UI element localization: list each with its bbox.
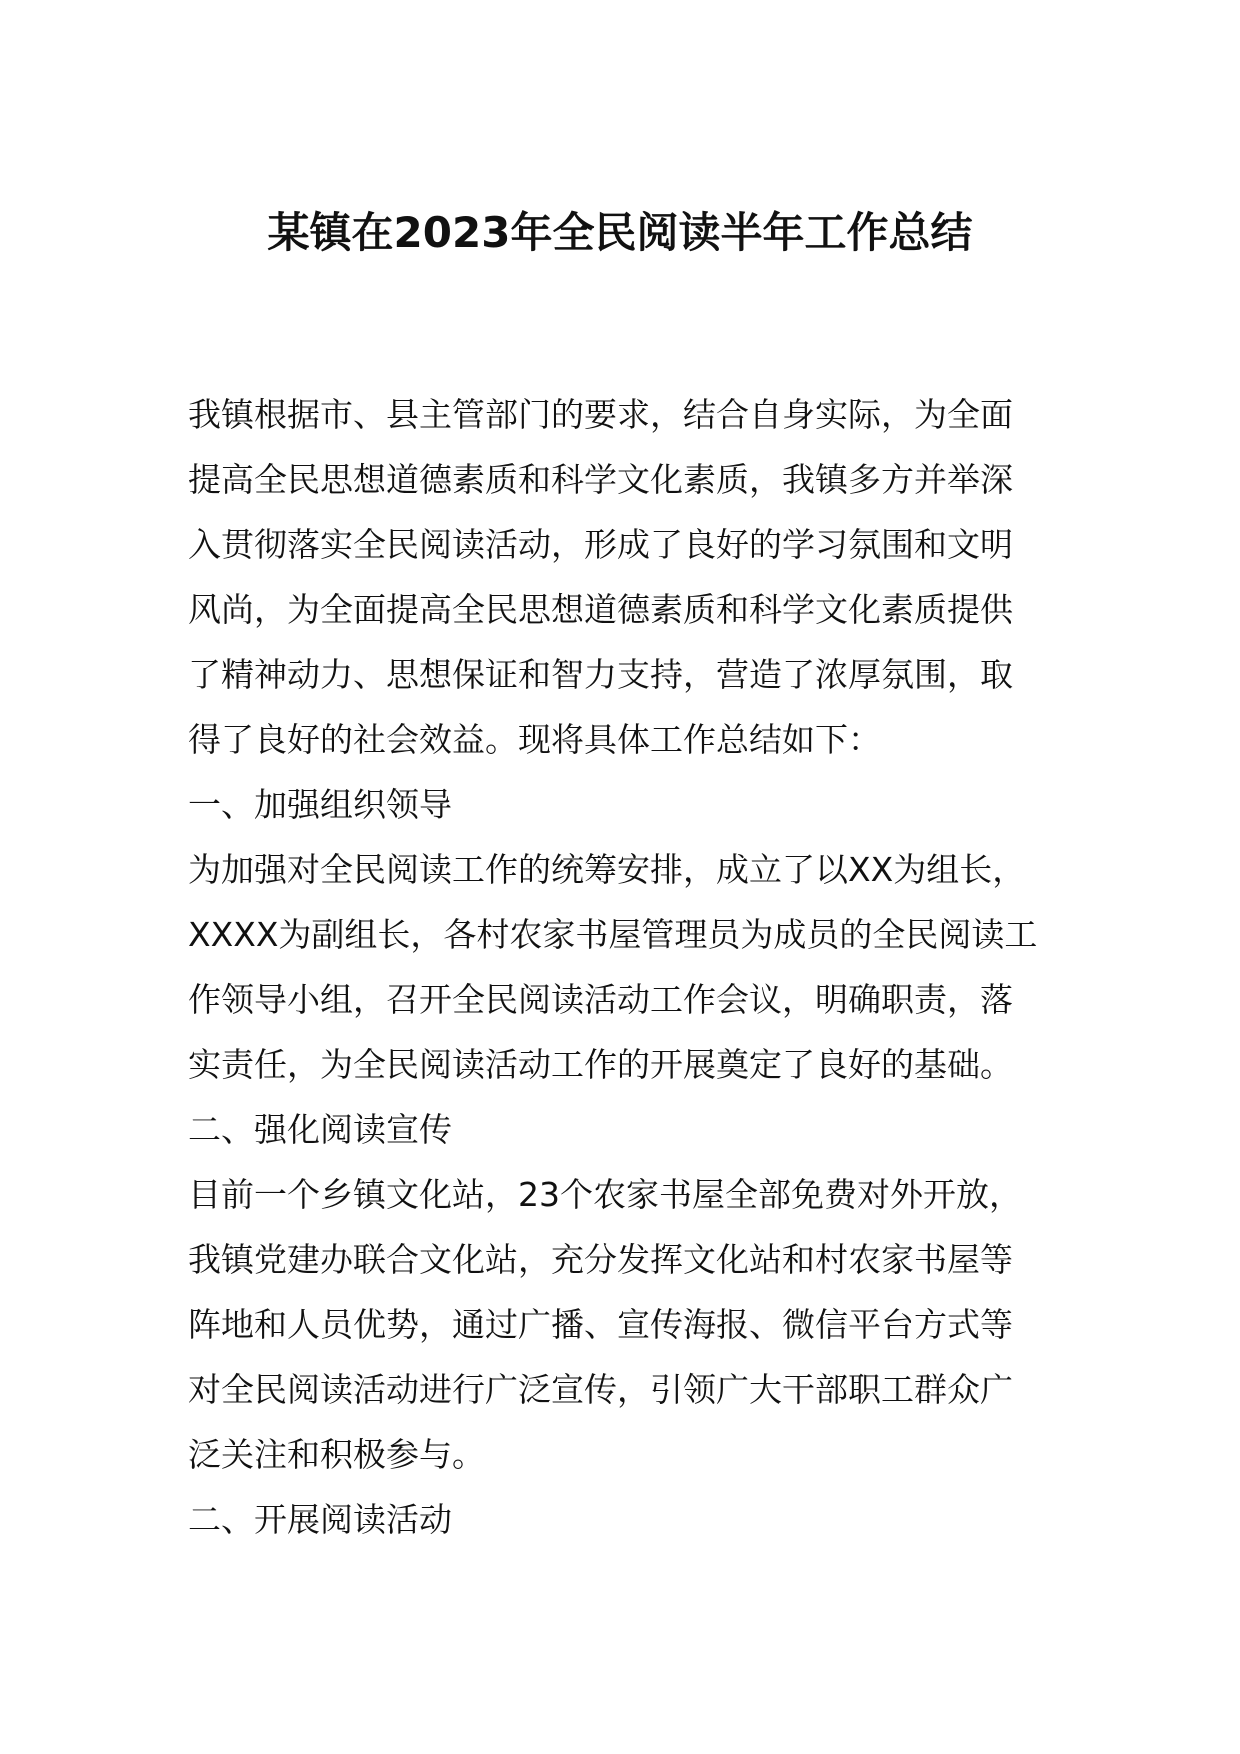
section-heading: 二、强化阅读宣传: [188, 1110, 452, 1149]
body-line: 得了良好的社会效益。现将具体工作总结如下：: [188, 720, 881, 759]
body-line: 实责任，为全民阅读活动工作的开展奠定了良好的基础。: [188, 1045, 1013, 1084]
body-line: 阵地和人员优势，通过广播、宣传海报、微信平台方式等: [188, 1305, 1013, 1344]
section-heading: 二、开展阅读活动: [188, 1500, 452, 1539]
document-title: 某镇在2023年全民阅读半年工作总结: [267, 208, 973, 257]
body-line: XXXX为副组长，各村农家书屋管理员为成员的全民阅读工: [188, 915, 1038, 954]
body-line: 入贯彻落实全民阅读活动，形成了良好的学习氛围和文明: [188, 525, 1013, 564]
body-line: 风尚，为全面提高全民思想道德素质和科学文化素质提供: [188, 590, 1013, 629]
body-line: 泛关注和积极参与。: [188, 1435, 485, 1474]
body-line: 作领导小组，召开全民阅读活动工作会议，明确职责，落: [188, 980, 1013, 1019]
body-line: 我镇根据市、县主管部门的要求，结合自身实际，为全面: [188, 395, 1013, 434]
body-line: 对全民阅读活动进行广泛宣传，引领广大干部职工群众广: [188, 1370, 1013, 1409]
body-line: 提高全民思想道德素质和科学文化素质，我镇多方并举深: [188, 460, 1013, 499]
body-line: 目前一个乡镇文化站，23个农家书屋全部免费对外开放，: [188, 1175, 1022, 1214]
body-line: 我镇党建办联合文化站，充分发挥文化站和村农家书屋等: [188, 1240, 1013, 1279]
body-line: 了精神动力、思想保证和智力支持，营造了浓厚氛围，取: [188, 655, 1013, 694]
section-heading: 一、加强组织领导: [188, 785, 452, 824]
body-line: 为加强对全民阅读工作的统筹安排，成立了以XX为组长，: [188, 850, 1026, 889]
